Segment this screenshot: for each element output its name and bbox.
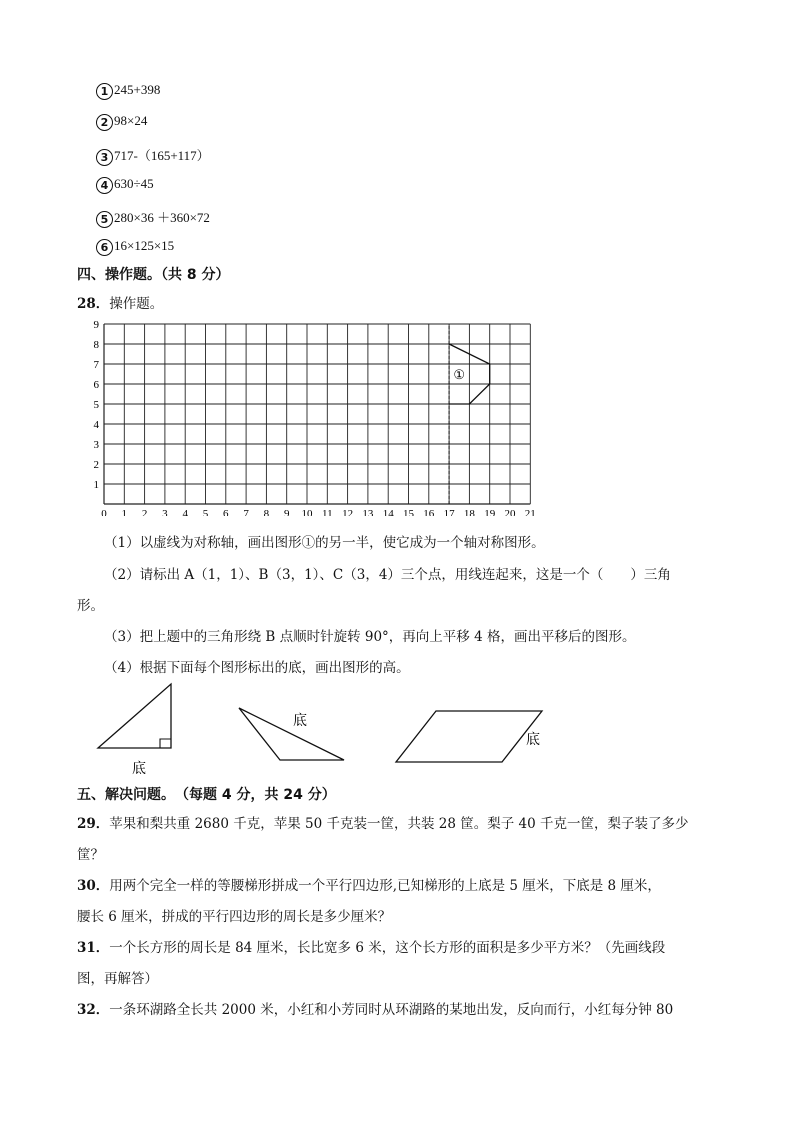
- x-tick-label: 12: [342, 508, 354, 516]
- y-tick-label: 6: [93, 379, 99, 391]
- circled-number: 4: [96, 177, 113, 194]
- question-text: 苹果和梨共重 2680 千克，苹果 50 千克装一筐，共装 28 筐。梨子 40 千克一筐，梨子装了多少: [109, 816, 689, 832]
- x-tick-label: 9: [283, 508, 290, 516]
- q28-sub-2-line-2: 形。: [77, 598, 104, 614]
- x-tick-label: 1: [121, 508, 128, 516]
- expression-text: 717-（165+117）: [114, 148, 210, 163]
- x-tick-label: 20: [504, 508, 516, 516]
- x-tick-label: 17: [443, 508, 455, 516]
- x-tick-label: 14: [382, 508, 394, 516]
- parallelogram-base-label: 底: [526, 733, 540, 748]
- x-tick-label: 16: [423, 508, 435, 516]
- x-tick-label: 2: [141, 508, 148, 516]
- x-tick-label: 18: [463, 508, 475, 516]
- y-tick-label: 2: [93, 459, 99, 471]
- height-figures: [90, 680, 560, 780]
- question-number: 32．: [77, 1002, 110, 1018]
- obtuse-triangle: [239, 708, 344, 760]
- expression-3: [96, 145, 210, 166]
- q28-sub-3: （3）把上题中的三角形绕 B 点顺时针旋转 90°，再向上平移 4 格，画出平移后的图形。: [104, 629, 636, 645]
- x-tick-label: 5: [202, 508, 209, 516]
- expression-text: 630÷45: [114, 176, 154, 191]
- question-text: 用两个完全一样的等腰梯形拼成一个平行四边形,已知梯形的上底是 5 厘米，下底是 8 厘米，: [109, 878, 661, 894]
- question-29-line-1: [77, 812, 689, 832]
- expression-text: 280×36 ＋360×72: [114, 210, 210, 225]
- y-tick-label: 9: [93, 319, 99, 331]
- q28-sub-2-line-1: （2）请标出 A（1，1）、B（3，1）、C（3，4）三个点，用线连起来，这是一个（ ）三角: [104, 567, 671, 583]
- section-5-title: 五、解决问题。 （每题 4 分，共 24 分）: [77, 787, 336, 803]
- x-axis-tick-labels: [101, 508, 536, 516]
- obtuse-triangle-base-label: 底: [293, 714, 307, 729]
- x-tick-label: 13: [362, 508, 374, 516]
- expression-4: [96, 176, 154, 194]
- x-tick-label: 11: [322, 508, 333, 516]
- circled-number: 2: [96, 114, 113, 131]
- expression-text: 16×125×15: [114, 238, 175, 253]
- question-number: 31．: [77, 940, 110, 956]
- question-text: 操作题。: [109, 296, 164, 312]
- expression-1: [96, 82, 160, 100]
- x-tick-label: 4: [182, 508, 188, 516]
- expression-5: [96, 207, 210, 228]
- question-31-line-2: 图，再解答）: [77, 971, 158, 987]
- parallelogram: [396, 711, 542, 762]
- y-tick-label: 1: [93, 479, 99, 491]
- x-tick-label: 19: [484, 508, 496, 516]
- question-number: 29．: [77, 816, 110, 832]
- grid-lines: [104, 324, 530, 504]
- question-32-line-1: [77, 998, 673, 1018]
- shape-1-label: ①: [453, 367, 466, 382]
- x-tick-label: 6: [223, 508, 229, 516]
- expression-2: [96, 113, 147, 131]
- question-text: 一条环湖路全长共 2000 米，小红和小芳同时从环湖路的某地出发，反向而行，小红每分钟 80: [109, 1002, 674, 1018]
- right-triangle-base-label: 底: [132, 762, 146, 777]
- x-tick-label: 3: [162, 508, 168, 516]
- circled-number: 6: [96, 239, 113, 256]
- question-29-line-2: 筐？: [77, 847, 104, 863]
- circled-number: 1: [96, 83, 113, 100]
- x-tick-label: 15: [403, 508, 414, 516]
- x-tick-label: 7: [243, 508, 249, 516]
- y-tick-label: 4: [93, 419, 99, 431]
- x-tick-label: 8: [263, 508, 270, 516]
- right-triangle: [98, 684, 171, 777]
- question-number: 28．: [77, 296, 110, 312]
- question-30-line-2: 腰长 6 厘米，拼成的平行四边形的周长是多少厘米？: [77, 909, 392, 925]
- question-text: 一个长方形的周长是 84 厘米，长比宽多 6 米，这个长方形的面积是多少平方米？（先画线段: [109, 940, 666, 956]
- y-tick-label: 7: [93, 359, 99, 371]
- coordinate-grid: [88, 316, 548, 516]
- expression-6: [96, 238, 174, 256]
- y-axis-tick-labels: [94, 319, 100, 491]
- section-4-title: 四、操作题。（共 8 分）: [77, 267, 230, 283]
- question-30-line-1: [77, 874, 661, 894]
- circled-number: 5: [96, 211, 113, 228]
- circled-number: 3: [96, 149, 113, 166]
- y-tick-label: 8: [93, 339, 99, 351]
- expression-text: 245+398: [114, 82, 161, 97]
- y-tick-label: 5: [93, 399, 99, 411]
- q28-sub-4: （4）根据下面每个图形标出的底，画出图形的高。: [104, 660, 410, 676]
- question-31-line-1: [77, 936, 665, 956]
- expression-text: 98×24: [114, 113, 148, 128]
- x-tick-label: 21: [524, 508, 536, 516]
- x-tick-label: 10: [301, 508, 313, 516]
- q28-sub-1: （1）以虚线为对称轴，画出图形①的另一半，使它成为一个轴对称图形。: [104, 535, 545, 551]
- question-28: [77, 292, 163, 312]
- x-tick-label: 0: [101, 508, 107, 516]
- y-tick-label: 3: [93, 439, 99, 451]
- question-number: 30．: [77, 878, 110, 894]
